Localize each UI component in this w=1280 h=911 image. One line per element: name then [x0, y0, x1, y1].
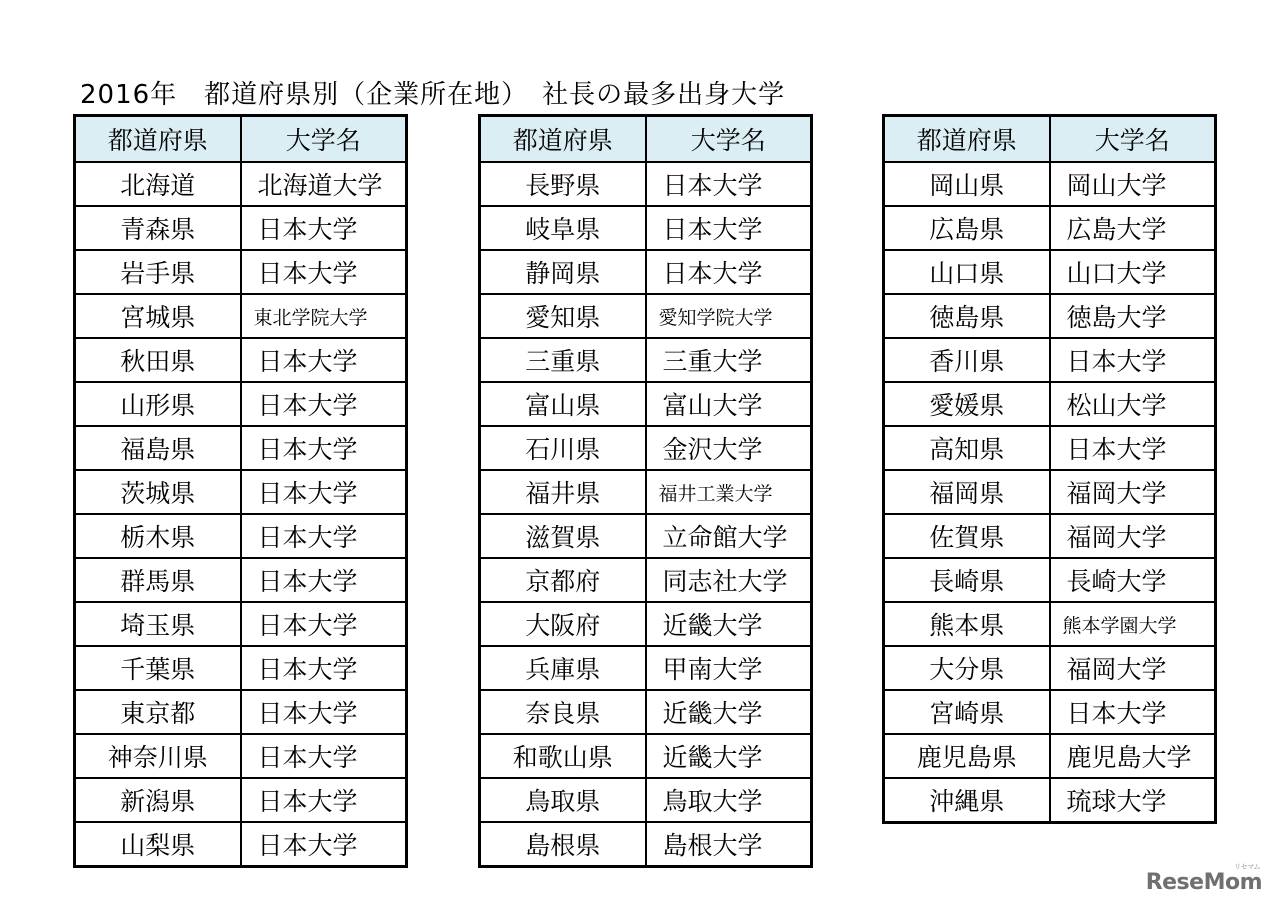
university-cell: 鹿児島大学 — [1050, 734, 1216, 778]
table-row — [480, 294, 812, 338]
table-header-row — [75, 116, 407, 163]
university-cell: 岡山大学 — [1050, 162, 1216, 206]
table-row — [75, 250, 407, 294]
prefecture-cell: 岩手県 — [75, 250, 241, 294]
prefecture-cell: 和歌山県 — [480, 734, 646, 778]
university-cell: 広島大学 — [1050, 206, 1216, 250]
prefecture-cell: 神奈川県 — [75, 734, 241, 778]
prefecture-cell: 長崎県 — [884, 558, 1050, 602]
university-cell: 松山大学 — [1050, 382, 1216, 426]
prefecture-cell: 大阪府 — [480, 602, 646, 646]
prefecture-cell: 鹿児島県 — [884, 734, 1050, 778]
table-row — [75, 382, 407, 426]
table-row — [75, 822, 407, 867]
prefecture-cell: 富山県 — [480, 382, 646, 426]
table-row — [75, 602, 407, 646]
university-cell: 東北学院大学 — [241, 294, 407, 338]
resemom-logo — [1145, 863, 1262, 895]
table-row — [884, 206, 1216, 250]
university-cell: 日本大学 — [241, 734, 407, 778]
table-row — [480, 426, 812, 470]
logo-sup-text: リセマム — [1234, 863, 1260, 871]
table-row — [884, 250, 1216, 294]
university-cell: 福岡大学 — [1050, 646, 1216, 690]
column-header-university: 大学名 — [646, 116, 812, 163]
table-row — [884, 470, 1216, 514]
prefecture-cell: 三重県 — [480, 338, 646, 382]
university-cell: 日本大学 — [241, 206, 407, 250]
university-cell: 日本大学 — [241, 690, 407, 734]
university-cell: 鳥取大学 — [646, 778, 812, 822]
university-cell: 日本大学 — [241, 338, 407, 382]
university-cell: 日本大学 — [646, 162, 812, 206]
table-row — [480, 250, 812, 294]
prefecture-cell: 愛媛県 — [884, 382, 1050, 426]
table-row — [480, 602, 812, 646]
university-cell: 日本大学 — [1050, 690, 1216, 734]
university-cell: 日本大学 — [241, 250, 407, 294]
university-cell: 日本大学 — [241, 646, 407, 690]
university-cell: 日本大学 — [241, 426, 407, 470]
university-cell: 三重大学 — [646, 338, 812, 382]
university-cell: 琉球大学 — [1050, 778, 1216, 823]
table-row — [75, 690, 407, 734]
prefecture-cell: 栃木県 — [75, 514, 241, 558]
prefecture-cell: 青森県 — [75, 206, 241, 250]
prefecture-cell: 山口県 — [884, 250, 1050, 294]
prefecture-cell: 兵庫県 — [480, 646, 646, 690]
university-cell: 富山大学 — [646, 382, 812, 426]
table-row — [480, 734, 812, 778]
table-row — [75, 514, 407, 558]
table-row — [75, 470, 407, 514]
table-row — [884, 338, 1216, 382]
prefecture-cell: 東京都 — [75, 690, 241, 734]
table-row — [884, 558, 1216, 602]
university-cell: 長崎大学 — [1050, 558, 1216, 602]
prefecture-cell: 福島県 — [75, 426, 241, 470]
university-cell: 近畿大学 — [646, 734, 812, 778]
column-header-prefecture: 都道府県 — [480, 116, 646, 163]
table-row — [480, 778, 812, 822]
university-cell: 日本大学 — [646, 206, 812, 250]
prefecture-cell: 島根県 — [480, 822, 646, 867]
prefecture-cell: 山形県 — [75, 382, 241, 426]
table-row — [884, 514, 1216, 558]
prefecture-cell: 香川県 — [884, 338, 1050, 382]
table-row — [75, 646, 407, 690]
table-row — [884, 646, 1216, 690]
table-row — [480, 206, 812, 250]
university-cell: 北海道大学 — [241, 162, 407, 206]
prefecture-cell: 熊本県 — [884, 602, 1050, 646]
table-row — [75, 338, 407, 382]
university-cell: 同志社大学 — [646, 558, 812, 602]
prefecture-cell: 北海道 — [75, 162, 241, 206]
university-cell: 近畿大学 — [646, 690, 812, 734]
prefecture-cell: 京都府 — [480, 558, 646, 602]
table-row — [480, 646, 812, 690]
prefecture-cell: 岡山県 — [884, 162, 1050, 206]
table-row — [480, 822, 812, 867]
university-cell: 福岡大学 — [1050, 470, 1216, 514]
university-cell: 福岡大学 — [1050, 514, 1216, 558]
university-cell: 日本大学 — [241, 602, 407, 646]
university-cell: 日本大学 — [241, 558, 407, 602]
table-row — [480, 690, 812, 734]
prefecture-cell: 愛知県 — [480, 294, 646, 338]
table-row — [884, 778, 1216, 823]
prefecture-cell: 宮城県 — [75, 294, 241, 338]
column-header-prefecture: 都道府県 — [884, 116, 1050, 163]
university-cell: 島根大学 — [646, 822, 812, 867]
university-cell: 日本大学 — [241, 470, 407, 514]
table-row — [884, 690, 1216, 734]
prefecture-cell: 福井県 — [480, 470, 646, 514]
prefecture-cell: 広島県 — [884, 206, 1050, 250]
table-row — [480, 338, 812, 382]
prefecture-cell: 福岡県 — [884, 470, 1050, 514]
prefecture-cell: 奈良県 — [480, 690, 646, 734]
university-cell: 日本大学 — [241, 514, 407, 558]
prefecture-cell: 宮崎県 — [884, 690, 1050, 734]
column-header-prefecture: 都道府県 — [75, 116, 241, 163]
prefecture-cell: 静岡県 — [480, 250, 646, 294]
university-cell: 徳島大学 — [1050, 294, 1216, 338]
table-row — [884, 602, 1216, 646]
table-row — [75, 558, 407, 602]
table-row — [884, 426, 1216, 470]
table-row — [480, 470, 812, 514]
prefecture-cell: 沖縄県 — [884, 778, 1050, 823]
prefecture-cell: 新潟県 — [75, 778, 241, 822]
prefecture-cell: 石川県 — [480, 426, 646, 470]
table-row — [480, 558, 812, 602]
table-row — [75, 206, 407, 250]
prefecture-cell: 秋田県 — [75, 338, 241, 382]
university-cell: 日本大学 — [1050, 426, 1216, 470]
university-cell: 日本大学 — [241, 822, 407, 867]
table-row — [884, 162, 1216, 206]
prefecture-cell: 山梨県 — [75, 822, 241, 867]
table-row — [75, 778, 407, 822]
university-cell: 日本大学 — [646, 250, 812, 294]
university-cell: 金沢大学 — [646, 426, 812, 470]
prefecture-table-3 — [882, 114, 1217, 824]
prefecture-cell: 滋賀県 — [480, 514, 646, 558]
table-row — [75, 426, 407, 470]
prefecture-cell: 群馬県 — [75, 558, 241, 602]
university-cell: 甲南大学 — [646, 646, 812, 690]
prefecture-cell: 茨城県 — [75, 470, 241, 514]
prefecture-cell: 佐賀県 — [884, 514, 1050, 558]
prefecture-cell: 岐阜県 — [480, 206, 646, 250]
university-cell: 日本大学 — [1050, 338, 1216, 382]
table-row — [75, 162, 407, 206]
university-cell: 日本大学 — [241, 778, 407, 822]
prefecture-cell: 大分県 — [884, 646, 1050, 690]
university-cell: 愛知学院大学 — [646, 294, 812, 338]
prefecture-cell: 埼玉県 — [75, 602, 241, 646]
table-row — [480, 382, 812, 426]
column-header-university: 大学名 — [1050, 116, 1216, 163]
university-cell: 山口大学 — [1050, 250, 1216, 294]
logo-text: ReseMom — [1145, 870, 1262, 895]
table-header-row — [480, 116, 812, 163]
university-cell: 福井工業大学 — [646, 470, 812, 514]
university-cell: 立命館大学 — [646, 514, 812, 558]
table-row — [480, 514, 812, 558]
table-row — [884, 382, 1216, 426]
table-row — [884, 734, 1216, 778]
university-cell: 近畿大学 — [646, 602, 812, 646]
page-title: 2016年 都道府県別（企業所在地） 社長の最多出身大学 — [80, 80, 786, 110]
prefecture-cell: 長野県 — [480, 162, 646, 206]
table-header-row — [884, 116, 1216, 163]
table-row — [75, 734, 407, 778]
prefecture-cell: 徳島県 — [884, 294, 1050, 338]
prefecture-cell: 鳥取県 — [480, 778, 646, 822]
university-cell: 熊本学園大学 — [1050, 602, 1216, 646]
prefecture-table-2 — [478, 114, 813, 868]
table-row — [75, 294, 407, 338]
prefecture-cell: 千葉県 — [75, 646, 241, 690]
prefecture-cell: 高知県 — [884, 426, 1050, 470]
table-row — [884, 294, 1216, 338]
table-row — [480, 162, 812, 206]
column-header-university: 大学名 — [241, 116, 407, 163]
prefecture-table-1 — [73, 114, 408, 868]
university-cell: 日本大学 — [241, 382, 407, 426]
